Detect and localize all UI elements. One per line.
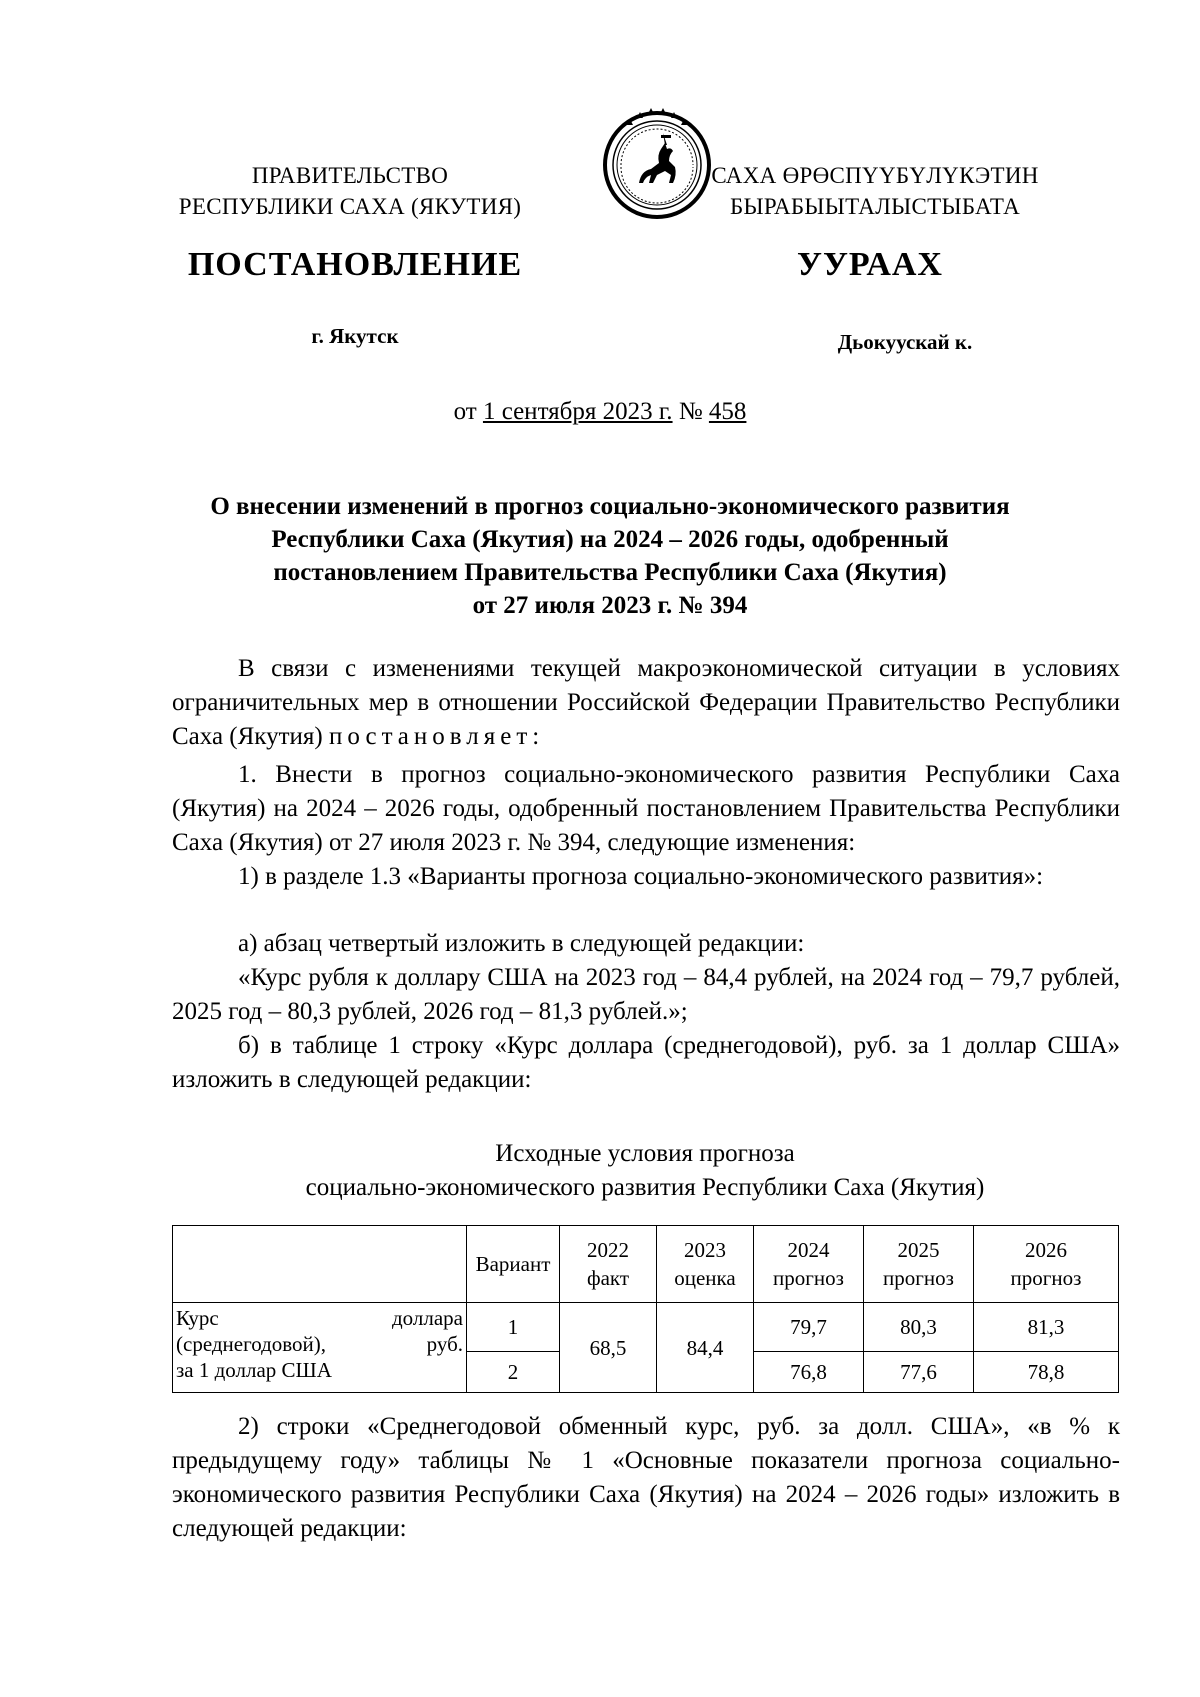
header-2025-kind: прогноз xyxy=(883,1266,954,1290)
org-name-sakha xyxy=(685,160,1065,222)
value-2023: 84,4 xyxy=(657,1303,754,1393)
header-2026 xyxy=(974,1226,1119,1303)
value-2025: 80,3 xyxy=(864,1303,974,1352)
variant-cell: 2 xyxy=(467,1352,560,1393)
header-variant: Вариант xyxy=(467,1226,560,1303)
value-2022: 68,5 xyxy=(560,1303,657,1393)
doc-title-line3: постановлением Правительства Республики Саха (Якутия) xyxy=(273,559,947,586)
preamble-text: В связи с изменениями текущей макроэкономической ситуации в условиях ограничительных мер в отношении Российской Федерации Правительство Республики Саха (Якутия) xyxy=(172,655,1120,750)
doc-type-ru: ПОСТАНОВЛЕНИЕ xyxy=(187,246,523,283)
header-2026-kind: прогноз xyxy=(1010,1266,1082,1290)
paragraph-item-1: 1. Внести в прогноз социально-экономического развития Республики Саха (Якутия) на 2024 – 2026 годы, одобренный постановлением Правительства Республики Саха (Якутия) от 27 июля 2023 г. № 394, следующие изменения: xyxy=(172,761,1120,856)
doc-title-line4: от 27 июля 2023 г. № 394 xyxy=(472,592,748,619)
header-2023-year: 2023 xyxy=(684,1238,726,1262)
header-indicator-cell xyxy=(173,1226,467,1303)
org-name-sakha-line1: САХА ӨРӨСПҮҮБҮЛҮКЭТИН xyxy=(711,163,1039,188)
table-caption xyxy=(172,1137,1118,1205)
header-2024-year: 2024 xyxy=(787,1238,830,1262)
doc-title-line1: О внесении изменений в прогноз социально-экономического развития xyxy=(210,493,1010,520)
header-2022-year: 2022 xyxy=(587,1238,629,1262)
header-2024 xyxy=(754,1226,864,1303)
header-2022 xyxy=(560,1226,657,1303)
paragraph-preamble xyxy=(172,652,1120,754)
city-ru: г. Якутск xyxy=(311,324,399,348)
header-2022-kind: факт xyxy=(586,1266,630,1290)
table-caption-line1: Исходные условия прогноза xyxy=(495,1140,795,1167)
value-2026: 81,3 xyxy=(974,1303,1119,1352)
doc-title-line2: Республики Саха (Якутия) на 2024 – 2026 годы, одобренный xyxy=(271,526,949,553)
doc-date: 1 сентября 2023 г. xyxy=(482,398,673,425)
table-row xyxy=(173,1303,1119,1352)
variant-cell: 1 xyxy=(467,1303,560,1352)
org-name-ru xyxy=(175,160,525,222)
doc-title xyxy=(160,490,1060,622)
org-name-ru-line2: РЕСПУБЛИКИ САХА (ЯКУТИЯ) xyxy=(178,194,522,219)
paragraph-subitem-a: а) абзац четвертый изложить в следующей редакции: xyxy=(238,930,805,957)
value-2024: 79,7 xyxy=(754,1303,864,1352)
org-name-ru-line1: ПРАВИТЕЛЬСТВО xyxy=(251,163,449,188)
table-caption-line2: социально-экономического развития Республики Саха (Якутия) xyxy=(305,1174,985,1201)
paragraph-quote: «Курс рубля к доллару США на 2023 год – 84,4 рублей, на 2024 год – 79,7 рублей, 2025 год – 80,3 рублей, 2026 год – 81,3 рублей.»; xyxy=(172,964,1120,1025)
header-2023-kind: оценка xyxy=(674,1266,736,1290)
header-2026-year: 2026 xyxy=(1025,1238,1067,1262)
value-2025: 77,6 xyxy=(864,1352,974,1393)
doc-number: 458 xyxy=(708,398,747,425)
header-2024-kind: прогноз xyxy=(773,1266,844,1290)
header-2025-year: 2025 xyxy=(897,1238,940,1262)
number-prefix: № xyxy=(672,398,709,425)
paragraph-subitem-1: 1) в разделе 1.3 «Варианты прогноза социально-экономического развития»: xyxy=(238,863,1044,890)
doc-date-line xyxy=(400,398,800,426)
paragraph-subitem-b: б) в таблице 1 строку «Курс доллара (среднегодовой), руб. за 1 доллар США» изложить в следующей редакции: xyxy=(172,1032,1120,1093)
city-sakha: Дьокуускай к. xyxy=(837,330,973,354)
forecast-table xyxy=(172,1225,1119,1393)
value-2024: 76,8 xyxy=(754,1352,864,1393)
header-2025 xyxy=(864,1226,974,1303)
org-name-sakha-line2: БЫРАБЫЫТАЛЫСТЫБАТА xyxy=(729,194,1021,219)
value-2026: 78,8 xyxy=(974,1352,1119,1393)
header-2023 xyxy=(657,1226,754,1303)
indicator-line2: (среднегодовой), руб. xyxy=(176,1332,463,1356)
indicator-line3: за 1 доллар США xyxy=(176,1358,332,1382)
indicator-cell xyxy=(173,1303,467,1393)
paragraph-subitem-2: 2) строки «Среднегодовой обменный курс, руб. за долл. США», «в % к предыдущему году» таблицы № 1 «Основные показатели прогноза социально-экономического развития Республики Саха (Якутия) на 2024 – 2026 годы» изложить в следующей редакции: xyxy=(172,1413,1120,1542)
date-prefix: от xyxy=(453,398,483,425)
indicator-line1: Курс доллара xyxy=(176,1306,463,1330)
preamble-decree-word: постановляет: xyxy=(328,723,545,750)
table-header-row xyxy=(173,1226,1119,1303)
doc-type-sakha: УУРААХ xyxy=(797,246,943,283)
